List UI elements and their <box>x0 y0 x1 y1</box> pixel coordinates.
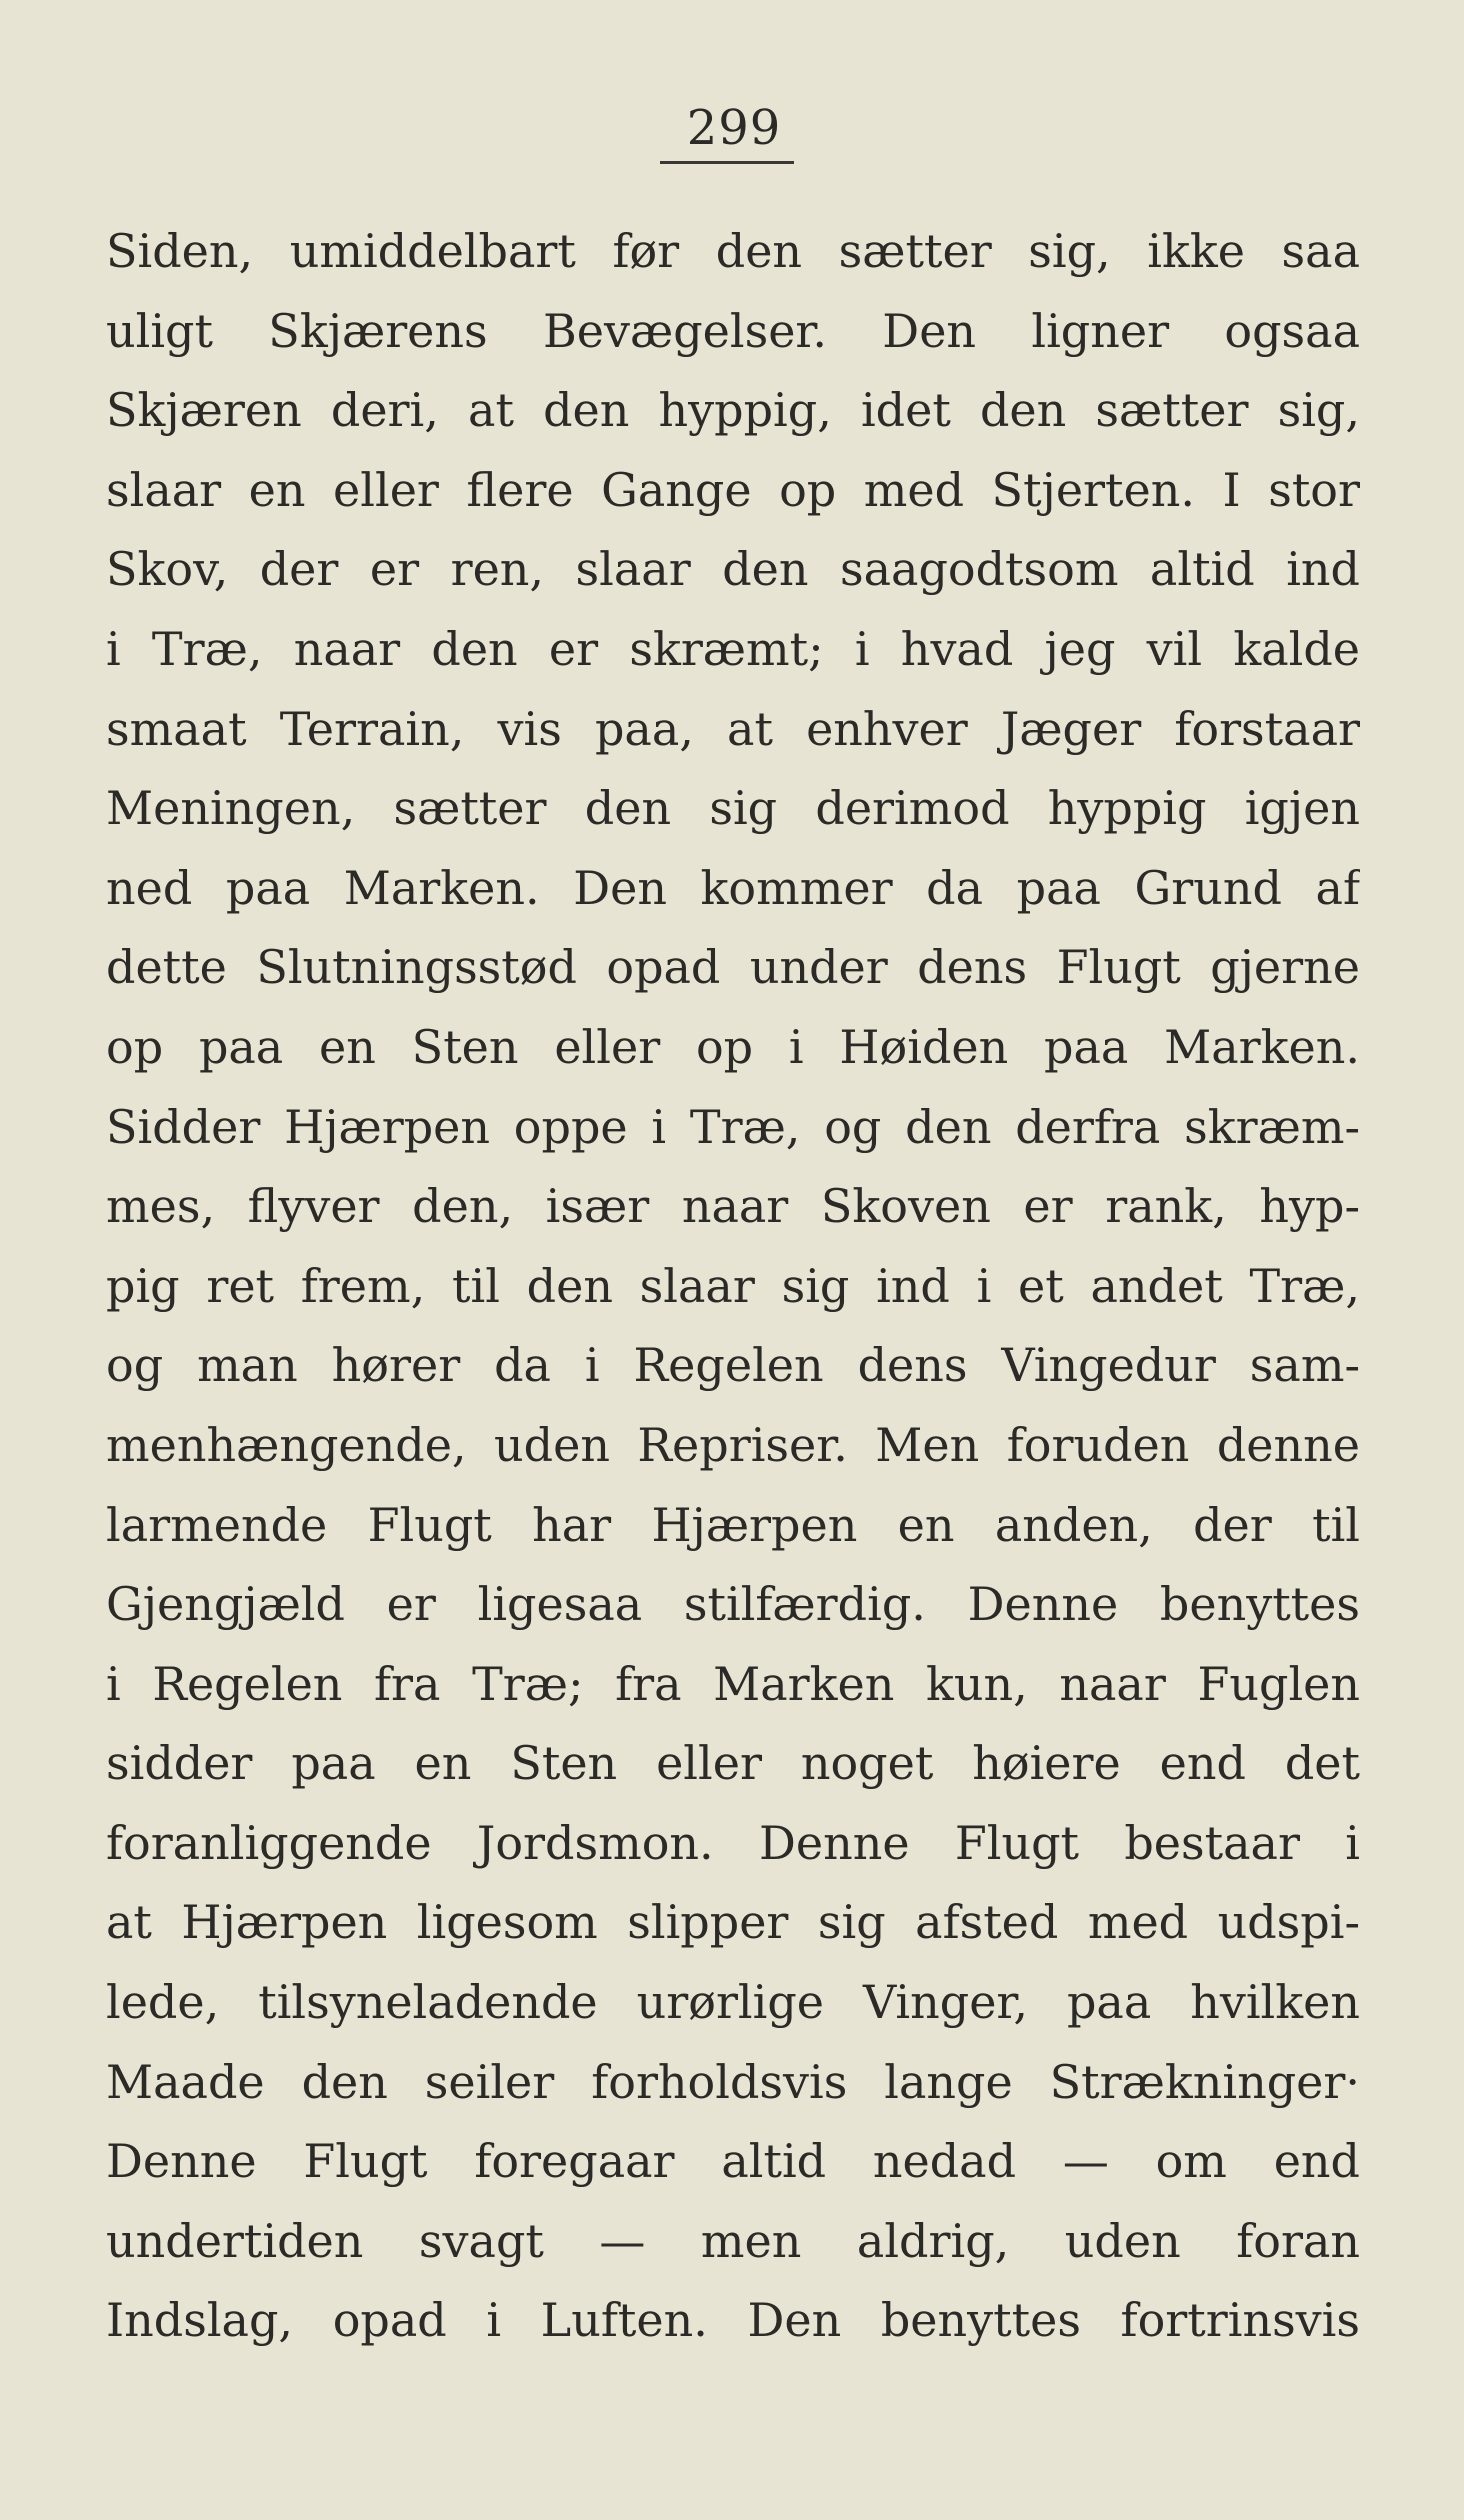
text-line: uligt Skjærens Bevægelser. Den ligner ogsaa <box>106 303 1360 358</box>
text-line: larmende Flugt har Hjærpen en anden, der til <box>106 1497 1360 1552</box>
text-line: Meningen, sætter den sig derimod hyppig igjen <box>106 781 1360 836</box>
text-line: Gjengjæld er ligesaa stilfærdig. Denne benyttes <box>106 1577 1360 1632</box>
text-line: at Hjærpen ligesom slipper sig afsted med udspi- <box>106 1895 1360 1950</box>
text-line: Sidder Hjærpen oppe i Træ, og den derfra skræm- <box>106 1099 1360 1154</box>
page-number-rule <box>660 161 794 164</box>
text-line: undertiden svagt — men aldrig, uden foran <box>106 2213 1360 2268</box>
text-line: op paa en Sten eller op i Høiden paa Marken. <box>106 1019 1360 1074</box>
text-line: slaar en eller flere Gange op med Stjerten. I stor <box>106 462 1360 517</box>
page-number: 299 <box>686 100 782 156</box>
text-line: sidder paa en Sten eller noget høiere end det <box>106 1736 1360 1791</box>
text-line: i Regelen fra Træ; fra Marken kun, naar Fuglen <box>106 1656 1360 1711</box>
body-text <box>106 212 1360 2361</box>
text-line: i Træ, naar den er skræmt; i hvad jeg vil kalde <box>106 621 1360 676</box>
text-line: smaat Terrain, vis paa, at enhver Jæger forstaar <box>106 701 1360 756</box>
text-line: ned paa Marken. Den kommer da paa Grund af <box>106 860 1360 915</box>
text-line: og man hører da i Regelen dens Vingedur sam- <box>106 1338 1360 1393</box>
text-line: Indslag, opad i Luften. Den benyttes fortrinsvis <box>106 2293 1360 2348</box>
text-line: Siden, umiddelbart før den sætter sig, ikke saa <box>106 224 1360 278</box>
text-line: Maade den seiler forholdsvis lange Strækninger· <box>106 2054 1360 2109</box>
text-line: lede, tilsyneladende urørlige Vinger, paa hvilken <box>106 1975 1360 2030</box>
text-line: menhængende, uden Repriser. Men foruden denne <box>106 1417 1360 1472</box>
text-line: foranliggende Jordsmon. Denne Flugt bestaar i <box>106 1815 1360 1870</box>
text-line: dette Slutningsstød opad under dens Flugt gjerne <box>106 940 1360 995</box>
text-line: mes, flyver den, især naar Skoven er rank, hyp- <box>106 1179 1360 1234</box>
text-line: pig ret frem, til den slaar sig ind i et andet Træ, <box>106 1258 1360 1313</box>
text-line: Skov, der er ren, slaar den saagodtsom altid ind <box>106 542 1360 597</box>
text-line: Denne Flugt foregaar altid nedad — om end <box>106 2134 1360 2189</box>
text-line: Skjæren deri, at den hyppig, idet den sætter sig, <box>106 383 1360 438</box>
